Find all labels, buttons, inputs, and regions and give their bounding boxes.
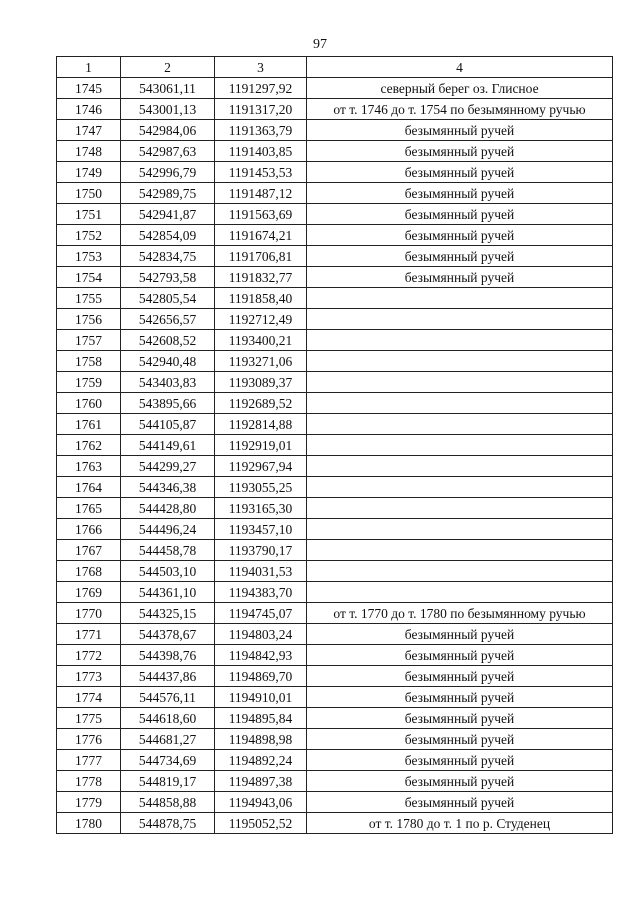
point-number-cell: 1778: [57, 771, 121, 792]
column-header-1: 1: [57, 57, 121, 78]
description-cell: [307, 582, 613, 603]
x-coordinate-cell: 542996,79: [121, 162, 215, 183]
y-coordinate-cell: 1194383,70: [215, 582, 307, 603]
y-coordinate-cell: 1193271,06: [215, 351, 307, 372]
point-number-cell: 1771: [57, 624, 121, 645]
y-coordinate-cell: 1192712,49: [215, 309, 307, 330]
x-coordinate-cell: 544496,24: [121, 519, 215, 540]
point-number-cell: 1749: [57, 162, 121, 183]
y-coordinate-cell: 1194869,70: [215, 666, 307, 687]
x-coordinate-cell: 542940,48: [121, 351, 215, 372]
x-coordinate-cell: 542608,52: [121, 330, 215, 351]
point-number-cell: 1759: [57, 372, 121, 393]
y-coordinate-cell: 1194910,01: [215, 687, 307, 708]
x-coordinate-cell: 542834,75: [121, 246, 215, 267]
point-number-cell: 1750: [57, 183, 121, 204]
table-row: [57, 750, 613, 771]
y-coordinate-cell: 1191317,20: [215, 99, 307, 120]
x-coordinate-cell: 542987,63: [121, 141, 215, 162]
x-coordinate-cell: 544503,10: [121, 561, 215, 582]
point-number-cell: 1752: [57, 225, 121, 246]
table-row: [57, 582, 613, 603]
point-number-cell: 1776: [57, 729, 121, 750]
x-coordinate-cell: 544819,17: [121, 771, 215, 792]
description-cell: безымянный ручей: [307, 141, 613, 162]
coordinates-table: [56, 56, 613, 834]
point-number-cell: 1762: [57, 435, 121, 456]
point-number-cell: 1765: [57, 498, 121, 519]
description-cell: [307, 288, 613, 309]
point-number-cell: 1766: [57, 519, 121, 540]
point-number-cell: 1764: [57, 477, 121, 498]
x-coordinate-cell: 544618,60: [121, 708, 215, 729]
table-row: [57, 456, 613, 477]
description-cell: [307, 351, 613, 372]
x-coordinate-cell: 542805,54: [121, 288, 215, 309]
x-coordinate-cell: 544346,38: [121, 477, 215, 498]
table-row: [57, 603, 613, 624]
x-coordinate-cell: 544858,88: [121, 792, 215, 813]
description-cell: безымянный ручей: [307, 183, 613, 204]
column-header-2: 2: [121, 57, 215, 78]
point-number-cell: 1772: [57, 645, 121, 666]
point-number-cell: 1770: [57, 603, 121, 624]
description-cell: [307, 519, 613, 540]
table-row: [57, 372, 613, 393]
table-row: [57, 771, 613, 792]
point-number-cell: 1767: [57, 540, 121, 561]
description-cell: [307, 561, 613, 582]
x-coordinate-cell: 544878,75: [121, 813, 215, 834]
x-coordinate-cell: 542989,75: [121, 183, 215, 204]
x-coordinate-cell: 544149,61: [121, 435, 215, 456]
table-header-row: [57, 57, 613, 78]
x-coordinate-cell: 542941,87: [121, 204, 215, 225]
table-row: [57, 624, 613, 645]
description-cell: безымянный ручей: [307, 225, 613, 246]
x-coordinate-cell: 544734,69: [121, 750, 215, 771]
table-row: [57, 519, 613, 540]
x-coordinate-cell: 544681,27: [121, 729, 215, 750]
table-row: [57, 540, 613, 561]
point-number-cell: 1769: [57, 582, 121, 603]
description-cell: безымянный ручей: [307, 771, 613, 792]
x-coordinate-cell: 544576,11: [121, 687, 215, 708]
point-number-cell: 1774: [57, 687, 121, 708]
y-coordinate-cell: 1191563,69: [215, 204, 307, 225]
description-cell: [307, 477, 613, 498]
x-coordinate-cell: 542793,58: [121, 267, 215, 288]
page-number: 97: [313, 37, 327, 52]
description-cell: безымянный ручей: [307, 204, 613, 225]
x-coordinate-cell: 542854,09: [121, 225, 215, 246]
point-number-cell: 1757: [57, 330, 121, 351]
table-row: [57, 477, 613, 498]
x-coordinate-cell: 542984,06: [121, 120, 215, 141]
x-coordinate-cell: 543403,83: [121, 372, 215, 393]
x-coordinate-cell: 544378,67: [121, 624, 215, 645]
point-number-cell: 1755: [57, 288, 121, 309]
table-row: [57, 687, 613, 708]
x-coordinate-cell: 544299,27: [121, 456, 215, 477]
table-row: [57, 330, 613, 351]
y-coordinate-cell: 1193790,17: [215, 540, 307, 561]
table-row: [57, 561, 613, 582]
y-coordinate-cell: 1191487,12: [215, 183, 307, 204]
x-coordinate-cell: 544428,80: [121, 498, 215, 519]
description-cell: безымянный ручей: [307, 267, 613, 288]
description-cell: безымянный ручей: [307, 162, 613, 183]
x-coordinate-cell: 544325,15: [121, 603, 215, 624]
table-row: [57, 498, 613, 519]
description-cell: безымянный ручей: [307, 792, 613, 813]
y-coordinate-cell: 1191363,79: [215, 120, 307, 141]
y-coordinate-cell: 1194803,24: [215, 624, 307, 645]
table-row: [57, 393, 613, 414]
point-number-cell: 1751: [57, 204, 121, 225]
table-row: [57, 246, 613, 267]
y-coordinate-cell: 1194943,06: [215, 792, 307, 813]
y-coordinate-cell: 1194898,98: [215, 729, 307, 750]
y-coordinate-cell: 1194892,24: [215, 750, 307, 771]
y-coordinate-cell: 1192814,88: [215, 414, 307, 435]
x-coordinate-cell: 543061,11: [121, 78, 215, 99]
table-row: [57, 78, 613, 99]
y-coordinate-cell: 1194897,38: [215, 771, 307, 792]
x-coordinate-cell: 542656,57: [121, 309, 215, 330]
table-row: [57, 267, 613, 288]
point-number-cell: 1780: [57, 813, 121, 834]
point-number-cell: 1748: [57, 141, 121, 162]
description-cell: [307, 372, 613, 393]
table-row: [57, 729, 613, 750]
table-row: [57, 225, 613, 246]
column-header-4: 4: [307, 57, 613, 78]
point-number-cell: 1746: [57, 99, 121, 120]
x-coordinate-cell: 543895,66: [121, 393, 215, 414]
point-number-cell: 1753: [57, 246, 121, 267]
table-row: [57, 120, 613, 141]
table-row: [57, 792, 613, 813]
table-row: [57, 645, 613, 666]
y-coordinate-cell: 1191403,85: [215, 141, 307, 162]
description-cell: безымянный ручей: [307, 624, 613, 645]
x-coordinate-cell: 543001,13: [121, 99, 215, 120]
x-coordinate-cell: 544105,87: [121, 414, 215, 435]
table-body: [57, 78, 613, 834]
y-coordinate-cell: 1192967,94: [215, 456, 307, 477]
y-coordinate-cell: 1193055,25: [215, 477, 307, 498]
point-number-cell: 1779: [57, 792, 121, 813]
y-coordinate-cell: 1194842,93: [215, 645, 307, 666]
y-coordinate-cell: 1194895,84: [215, 708, 307, 729]
y-coordinate-cell: 1191453,53: [215, 162, 307, 183]
table-row: [57, 351, 613, 372]
y-coordinate-cell: 1195052,52: [215, 813, 307, 834]
point-number-cell: 1760: [57, 393, 121, 414]
point-number-cell: 1763: [57, 456, 121, 477]
y-coordinate-cell: 1193165,30: [215, 498, 307, 519]
description-cell: [307, 540, 613, 561]
table-row: [57, 141, 613, 162]
x-coordinate-cell: 544361,10: [121, 582, 215, 603]
description-cell: [307, 393, 613, 414]
table-row: [57, 666, 613, 687]
point-number-cell: 1756: [57, 309, 121, 330]
x-coordinate-cell: 544398,76: [121, 645, 215, 666]
point-number-cell: 1773: [57, 666, 121, 687]
y-coordinate-cell: 1193400,21: [215, 330, 307, 351]
table-row: [57, 162, 613, 183]
table-row: [57, 288, 613, 309]
x-coordinate-cell: 544437,86: [121, 666, 215, 687]
description-cell: безымянный ручей: [307, 120, 613, 141]
table-row: [57, 99, 613, 120]
x-coordinate-cell: 544458,78: [121, 540, 215, 561]
description-cell: от т. 1780 до т. 1 по р. Студенец: [307, 813, 613, 834]
description-cell: безымянный ручей: [307, 729, 613, 750]
y-coordinate-cell: 1192689,52: [215, 393, 307, 414]
table-row: [57, 435, 613, 456]
table-row: [57, 204, 613, 225]
description-cell: [307, 414, 613, 435]
point-number-cell: 1777: [57, 750, 121, 771]
description-cell: безымянный ручей: [307, 750, 613, 771]
description-cell: [307, 435, 613, 456]
description-cell: от т. 1746 до т. 1754 по безымянному ручью: [307, 99, 613, 120]
table-row: [57, 414, 613, 435]
y-coordinate-cell: 1194031,53: [215, 561, 307, 582]
point-number-cell: 1758: [57, 351, 121, 372]
y-coordinate-cell: 1192919,01: [215, 435, 307, 456]
y-coordinate-cell: 1191706,81: [215, 246, 307, 267]
description-cell: [307, 498, 613, 519]
description-cell: безымянный ручей: [307, 645, 613, 666]
table-row: [57, 309, 613, 330]
y-coordinate-cell: 1191858,40: [215, 288, 307, 309]
description-cell: северный берег оз. Глисное: [307, 78, 613, 99]
point-number-cell: 1747: [57, 120, 121, 141]
point-number-cell: 1768: [57, 561, 121, 582]
table-row: [57, 813, 613, 834]
y-coordinate-cell: 1191832,77: [215, 267, 307, 288]
description-cell: [307, 330, 613, 351]
point-number-cell: 1775: [57, 708, 121, 729]
description-cell: [307, 309, 613, 330]
description-cell: [307, 456, 613, 477]
description-cell: безымянный ручей: [307, 246, 613, 267]
description-cell: безымянный ручей: [307, 708, 613, 729]
point-number-cell: 1761: [57, 414, 121, 435]
description-cell: от т. 1770 до т. 1780 по безымянному ручью: [307, 603, 613, 624]
table-row: [57, 183, 613, 204]
point-number-cell: 1745: [57, 78, 121, 99]
description-cell: безымянный ручей: [307, 687, 613, 708]
description-cell: безымянный ручей: [307, 666, 613, 687]
y-coordinate-cell: 1193457,10: [215, 519, 307, 540]
table-row: [57, 708, 613, 729]
y-coordinate-cell: 1191674,21: [215, 225, 307, 246]
y-coordinate-cell: 1194745,07: [215, 603, 307, 624]
column-header-3: 3: [215, 57, 307, 78]
point-number-cell: 1754: [57, 267, 121, 288]
y-coordinate-cell: 1193089,37: [215, 372, 307, 393]
y-coordinate-cell: 1191297,92: [215, 78, 307, 99]
